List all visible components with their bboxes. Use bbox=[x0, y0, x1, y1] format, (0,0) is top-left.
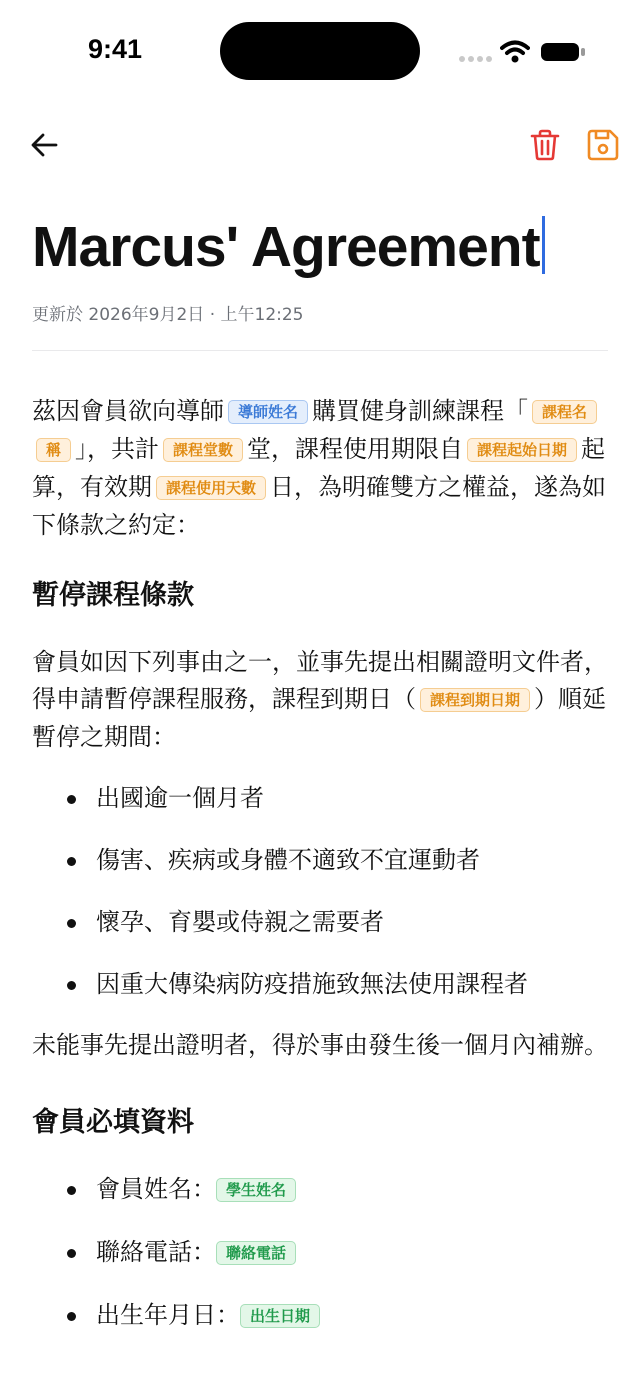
pause-text-1: 會員如因下列事由之一，並事先提出相關證明文件者，得申請暫停課程服務，課程到期日（ bbox=[32, 648, 608, 713]
dynamic-island bbox=[220, 22, 420, 80]
pause-reasons-list bbox=[32, 780, 608, 1003]
save-button[interactable] bbox=[585, 127, 621, 163]
intro-text-1: 茲因會員欲向導師 bbox=[32, 397, 224, 425]
tag-session-count[interactable]: 課程堂數 bbox=[163, 438, 243, 462]
tag-course-name[interactable]: 課程名稱 bbox=[36, 400, 597, 462]
document-title-text: Marcus' Agreement bbox=[32, 215, 540, 279]
pause-paragraph bbox=[32, 644, 608, 756]
arrow-left-icon bbox=[28, 128, 62, 162]
field-label-birthdate: 出生年月日： bbox=[96, 1301, 240, 1329]
list-item: 懷孕、育嬰或侍親之需要者 bbox=[32, 904, 608, 941]
field-label-phone: 聯絡電話： bbox=[96, 1238, 216, 1266]
tag-phone[interactable]: 聯絡電話 bbox=[216, 1241, 296, 1265]
intro-text-6: 日，為明確雙方之權益，遂為如下條款之約定： bbox=[32, 473, 607, 539]
tag-birth-date[interactable]: 出生日期 bbox=[240, 1304, 320, 1328]
list-item: 出國逾一個月者 bbox=[32, 780, 608, 817]
list-item: 因重大傳染病防疫措施致無法使用課程者 bbox=[32, 966, 608, 1003]
member-fields-list bbox=[32, 1171, 608, 1335]
document-title[interactable] bbox=[32, 214, 545, 280]
intro-paragraph bbox=[32, 393, 608, 544]
tag-expiry-date[interactable]: 課程到期日期 bbox=[420, 688, 530, 712]
pause-text-2: ）順延暫停之期間： bbox=[32, 685, 607, 751]
member-heading: 會員必填資料 bbox=[32, 1107, 194, 1138]
delete-button[interactable] bbox=[528, 128, 562, 162]
wifi-icon bbox=[500, 40, 530, 64]
floppy-disk-icon bbox=[585, 127, 621, 163]
intro-text-4: 堂，課程使用期限自 bbox=[247, 435, 464, 463]
field-label-name: 會員姓名： bbox=[96, 1175, 216, 1203]
tag-valid-days[interactable]: 課程使用天數 bbox=[156, 476, 266, 500]
status-bar bbox=[0, 0, 640, 100]
pause-note: 未能事先提出證明者，得於事由發生後一個月內補辦。 bbox=[32, 1031, 608, 1059]
tag-coach-name[interactable]: 導師姓名 bbox=[228, 400, 308, 424]
divider bbox=[32, 350, 608, 351]
back-button[interactable] bbox=[28, 128, 62, 162]
status-time: 9:41 bbox=[88, 34, 143, 64]
list-item: 傷害、疾病或身體不適致不宜運動者 bbox=[32, 842, 608, 879]
intro-text-3: 」，共計 bbox=[75, 435, 160, 463]
trash-icon bbox=[528, 128, 562, 162]
document-body[interactable] bbox=[32, 393, 608, 1335]
updated-timestamp: 更新於 2026年9月2日 · 上午12:25 bbox=[32, 305, 304, 325]
tag-student-name[interactable]: 學生姓名 bbox=[216, 1178, 296, 1202]
tag-start-date[interactable]: 課程起始日期 bbox=[467, 438, 577, 462]
intro-text-2: 購買健身訓練課程「 bbox=[312, 397, 529, 425]
pause-heading: 暫停課程條款 bbox=[32, 580, 194, 611]
text-caret bbox=[542, 216, 545, 274]
intro-text-5: 起算，有效期 bbox=[32, 435, 606, 501]
list-item bbox=[32, 1171, 608, 1209]
signal-icon bbox=[459, 56, 492, 62]
list-item bbox=[32, 1234, 608, 1272]
list-item bbox=[32, 1297, 608, 1335]
battery-icon bbox=[540, 41, 586, 63]
